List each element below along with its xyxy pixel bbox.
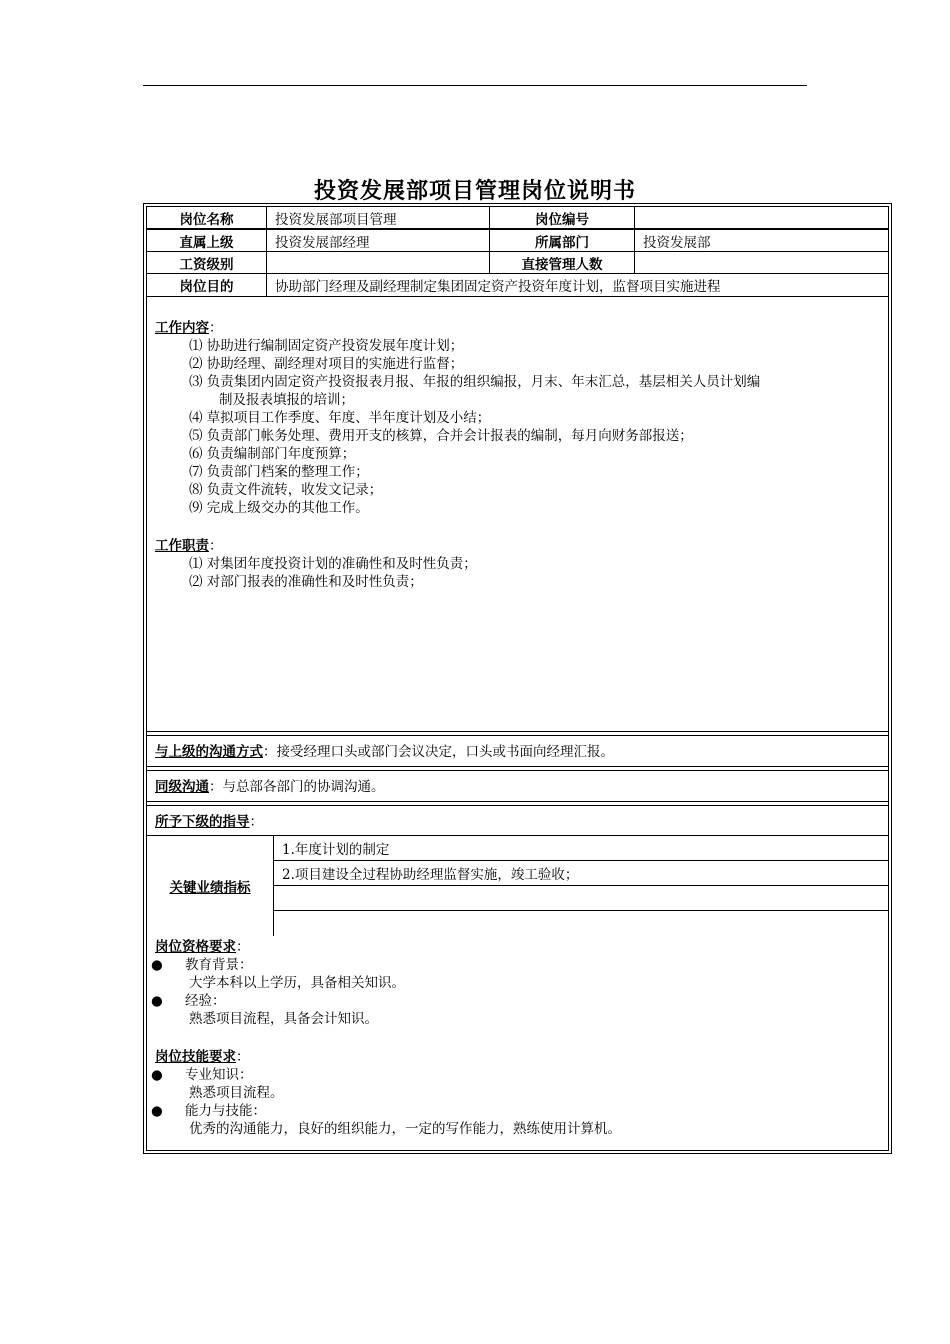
kpi-label: 关键业绩指标 <box>147 835 274 936</box>
department-label: 所属部门 <box>490 230 635 251</box>
skill-label: 能力与技能： <box>185 1103 266 1119</box>
skill-item-abilities <box>147 1102 888 1120</box>
qualification-text: 大学本科以上学历，具备相关知识。 <box>189 975 405 991</box>
work-content-colon: ： <box>209 320 223 336</box>
duties-section <box>147 537 888 591</box>
kpi-row-3 <box>274 885 888 910</box>
qualification-label: 经验： <box>185 993 226 1009</box>
communication-peer-heading: 同级沟通 <box>155 779 209 795</box>
info-row-3 <box>147 251 888 274</box>
qualification-item-education <box>147 956 888 974</box>
position-code-value <box>635 207 888 228</box>
communication-up-row <box>147 743 888 761</box>
duty-item-1: ⑴ 对集团年度投资计划的准确性和及时性负责； <box>189 556 477 572</box>
work-item-3-continuation <box>147 391 888 409</box>
info-row-4 <box>147 273 888 297</box>
section-divider <box>147 731 888 736</box>
skill-label: 专业知识： <box>185 1067 253 1083</box>
work-item-5: ⑸ 负责部门帐务处理、费用开支的核算，合并会计报表的编制，每月向财务部报送； <box>189 428 693 444</box>
kpi-row-1: 1.年度计划的制定 <box>274 835 888 860</box>
bullet-icon: ● <box>151 1103 163 1119</box>
supervisor-label: 直属上级 <box>147 230 267 251</box>
work-content-heading: 工作内容 <box>155 320 209 336</box>
work-content-section <box>147 319 888 517</box>
work-item-8: ⑻ 负责文件流转，收发文记录； <box>189 482 383 498</box>
section-divider <box>147 801 888 806</box>
skill-text: 优秀的沟通能力，良好的组织能力，一定的写作能力，熟练使用计算机。 <box>189 1121 621 1137</box>
bullet-icon: ● <box>151 957 163 973</box>
work-item-3-cont-text: 制及报表填报的培训； <box>219 392 354 408</box>
kpi-row-2: 2.项目建设全过程协助经理监督实施，竣工验收； <box>274 860 888 885</box>
communication-up-heading: 与上级的沟通方式 <box>155 744 263 760</box>
salary-level-label: 工资级别 <box>147 252 267 273</box>
qualification-item-experience <box>147 992 888 1010</box>
section-divider <box>147 766 888 771</box>
work-item-9: ⑼ 完成上级交办的其他工作。 <box>189 500 369 516</box>
salary-level-value <box>267 252 490 273</box>
kpi-row-4 <box>274 910 888 935</box>
qualifications-section <box>147 938 888 1028</box>
communication-up-text: ：接受经理口头或部门会议决定，口头或书面向经理汇报。 <box>263 744 614 760</box>
form-inner-border <box>146 206 889 1151</box>
qualifications-colon: ： <box>236 939 250 955</box>
work-item-3: ⑶ 负责集团内固定资产投资报表月报、年报的组织编报，月末、年末汇总，基层相关人员计划编 <box>189 374 761 390</box>
supervisor-value: 投资发展部经理 <box>267 230 490 251</box>
skill-item-knowledge <box>147 1066 888 1084</box>
position-code-label: 岗位编号 <box>490 207 635 228</box>
skills-colon: ： <box>236 1049 250 1065</box>
purpose-value: 协助部门经理及副经理制定集团固定资产投资年度计划，监督项目实施进程 <box>275 279 721 295</box>
info-row-1 <box>147 207 888 229</box>
communication-peer-text: ：与总部各部门的协调沟通。 <box>209 779 385 795</box>
work-item-7: ⑺ 负责部门档案的整理工作； <box>189 464 369 480</box>
duties-colon: ： <box>209 538 223 554</box>
work-item-4: ⑷ 草拟项目工作季度、年度、半年度计划及小结； <box>189 410 491 426</box>
skill-text: 熟悉项目流程。 <box>189 1085 284 1101</box>
direct-reports-value <box>635 252 888 273</box>
position-name-label: 岗位名称 <box>147 207 267 228</box>
qualification-label: 教育背景： <box>185 957 253 973</box>
work-item-6: ⑹ 负责编制部门年度预算； <box>189 446 356 462</box>
qualification-text: 熟悉项目流程，具备会计知识。 <box>189 1011 378 1027</box>
skills-heading: 岗位技能要求 <box>155 1049 236 1065</box>
department-value: 投资发展部 <box>643 234 711 251</box>
duties-heading: 工作职责 <box>155 538 209 554</box>
guidance-row <box>147 813 888 831</box>
bullet-icon: ● <box>151 1067 163 1083</box>
position-name-value: 投资发展部项目管理 <box>267 207 490 228</box>
bullet-icon: ● <box>151 993 163 1009</box>
duty-item-2: ⑵ 对部门报表的准确性和及时性负责； <box>189 574 423 590</box>
skills-section <box>147 1048 888 1138</box>
work-item-1: ⑴ 协助进行编制固定资产投资发展年度计划； <box>189 338 464 354</box>
guidance-colon: ： <box>249 814 263 830</box>
qualifications-heading: 岗位资格要求 <box>155 939 236 955</box>
work-item-2: ⑵ 协助经理、副经理对项目的实施进行监督； <box>189 356 464 372</box>
info-row-2 <box>147 229 888 252</box>
direct-reports-label: 直接管理人数 <box>490 252 635 273</box>
guidance-heading: 所予下级的指导 <box>155 814 250 830</box>
document-title: 投资发展部项目管理岗位说明书 <box>313 179 636 204</box>
header-rule <box>143 85 807 86</box>
communication-peer-row <box>147 778 888 796</box>
job-description-form <box>143 203 892 1154</box>
purpose-label: 岗位目的 <box>147 274 267 296</box>
